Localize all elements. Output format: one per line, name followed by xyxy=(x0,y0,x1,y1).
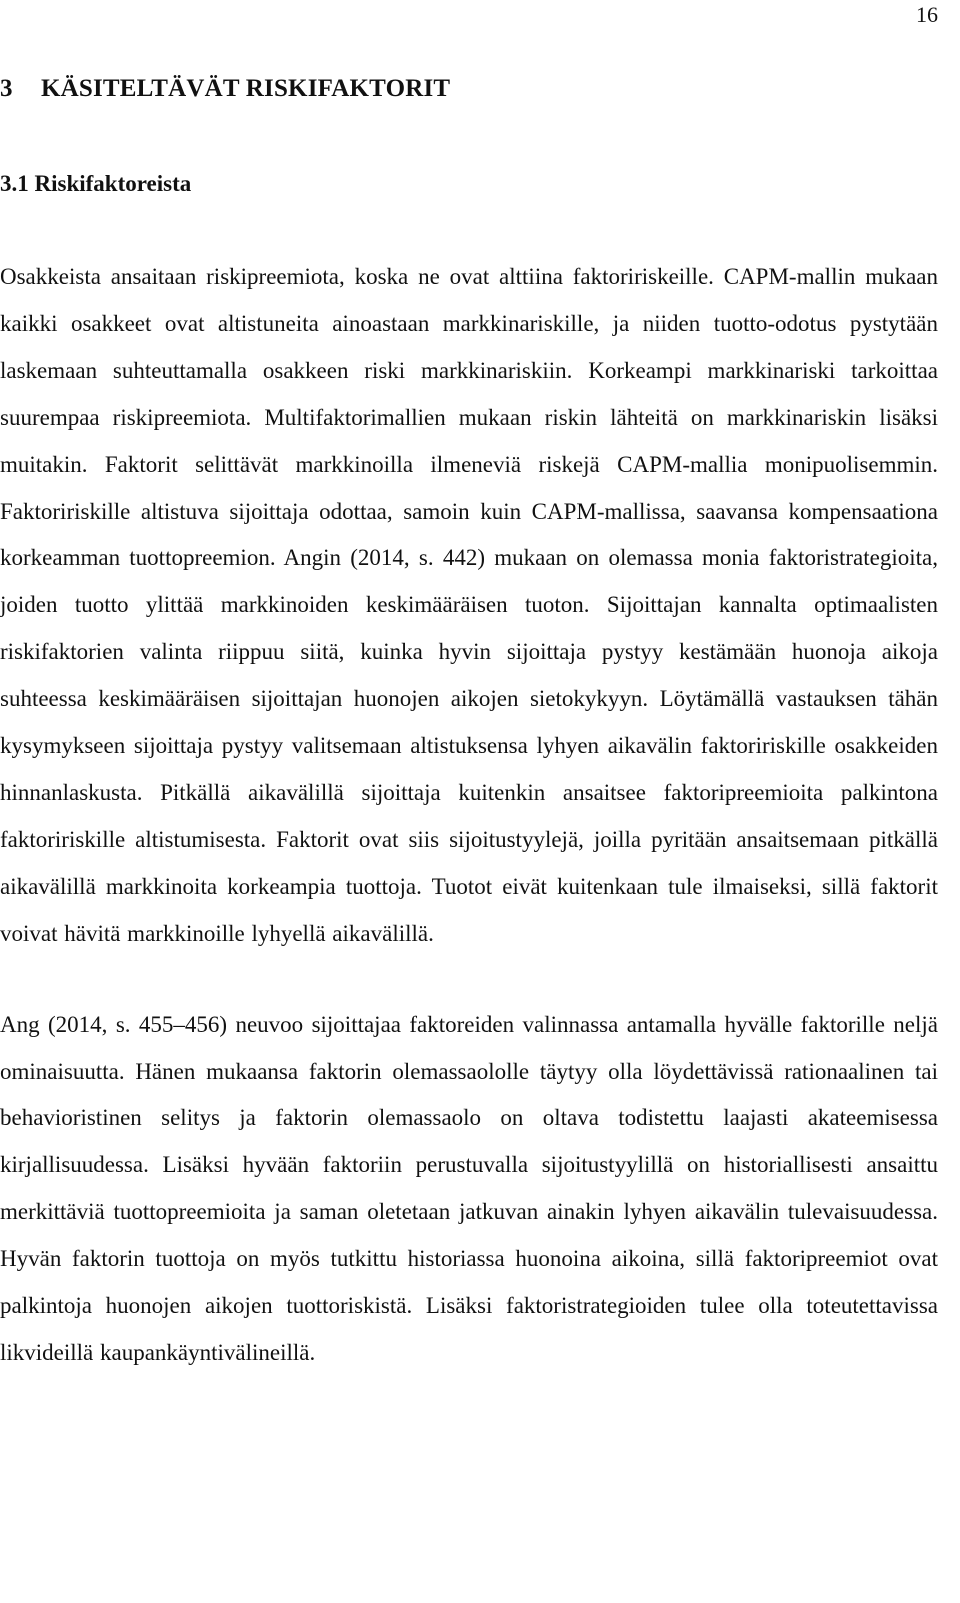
chapter-title: KÄSITELTÄVÄT RISKIFAKTORIT xyxy=(41,75,451,102)
section-heading: 3.1 Riskifaktoreista xyxy=(0,171,192,196)
document-body xyxy=(0,66,938,1377)
page-number: 16 xyxy=(916,2,938,27)
paragraph-1: Osakkeista ansaitaan riskipreemiota, koska ne ovat alttiina faktoririskeille. CAPM-mallin mukaan kaikki osakkeet ovat altistuneita ainoastaan markkinariskille, ja niiden tuotto-odotus pystytään laskemaan suhteuttamalla osakkeen riski markkinariskiin. Korkeampi markkinariski tarkoittaa suurempaa riskipreemiota. Multifaktorimallien mukaan riskin lähteitä on markkinariskin lisäksi muitakin. Faktorit selittävät markkinoilla ilmeneviä riskejä CAPM-mallia monipuolisemmin. Faktoririskille altistuva sijoittaja odottaa, samoin kuin CAPM-mallissa, saavansa kompensaationa korkeamman tuottopreemion. Angin (2014, s. 442) mukaan on olemassa monia faktoristrategioita, joiden tuotto ylittää markkinoiden keskimääräisen tuoton. Sijoittajan kannalta optimaalisten riskifaktorien valinta riippuu siitä, kuinka hyvin sijoittaja pystyy kestämään huonoja aikoja suhteessa keskimääräisen sijoittajan huonojen aikojen sietokykyyn. Löytämällä vastauksen tähän kysymykseen sijoittaja pystyy valitsemaan altistuksensa lyhyen aikavälin faktoririskille osakkeiden hinnanlaskusta. Pitkällä aikavälillä sijoittaja kuitenkin ansaitsee faktoripreemioita palkintona faktoririskille altistumisesta. Faktorit ovat siis sijoitustyylejä, joilla pyritään ansaitsemaan pitkällä aikavälillä markkinoita korkeampia tuottoja. Tuotot eivät kuitenkaan tule ilmaiseksi, sillä faktorit voivat hävitä markkinoille lyhyellä aikavälillä. xyxy=(0,264,938,946)
paragraph-2: Ang (2014, s. 455–456) neuvoo sijoittajaa faktoreiden valinnassa antamalla hyvälle faktorille neljä ominaisuutta. Hänen mukaansa faktorin olemassaololle täytyy olla löydettävissä rationaalinen tai behavioristinen selitys ja faktorin olemassaolo on oltava todistettu laajasti akateemisessa kirjallisuudessa. Lisäksi hyvään faktoriin perustuvalla sijoitustyylillä on historiallisesti ansaittu merkittäviä tuottopreemioita ja saman oletetaan jatkuvan ainakin lyhyen aikavälin tulevaisuudessa. Hyvän faktorin tuottoja on myös tutkittu historiassa huonoina aikoina, sillä faktoripreemiot ovat palkintoja huonojen aikojen tuottoriskistä. Lisäksi faktoristrategioiden tulee olla toteutettavissa likvideillä kaupankäyntivälineillä. xyxy=(0,1011,938,1365)
chapter-heading xyxy=(0,66,938,112)
chapter-number: 3 xyxy=(0,75,13,102)
